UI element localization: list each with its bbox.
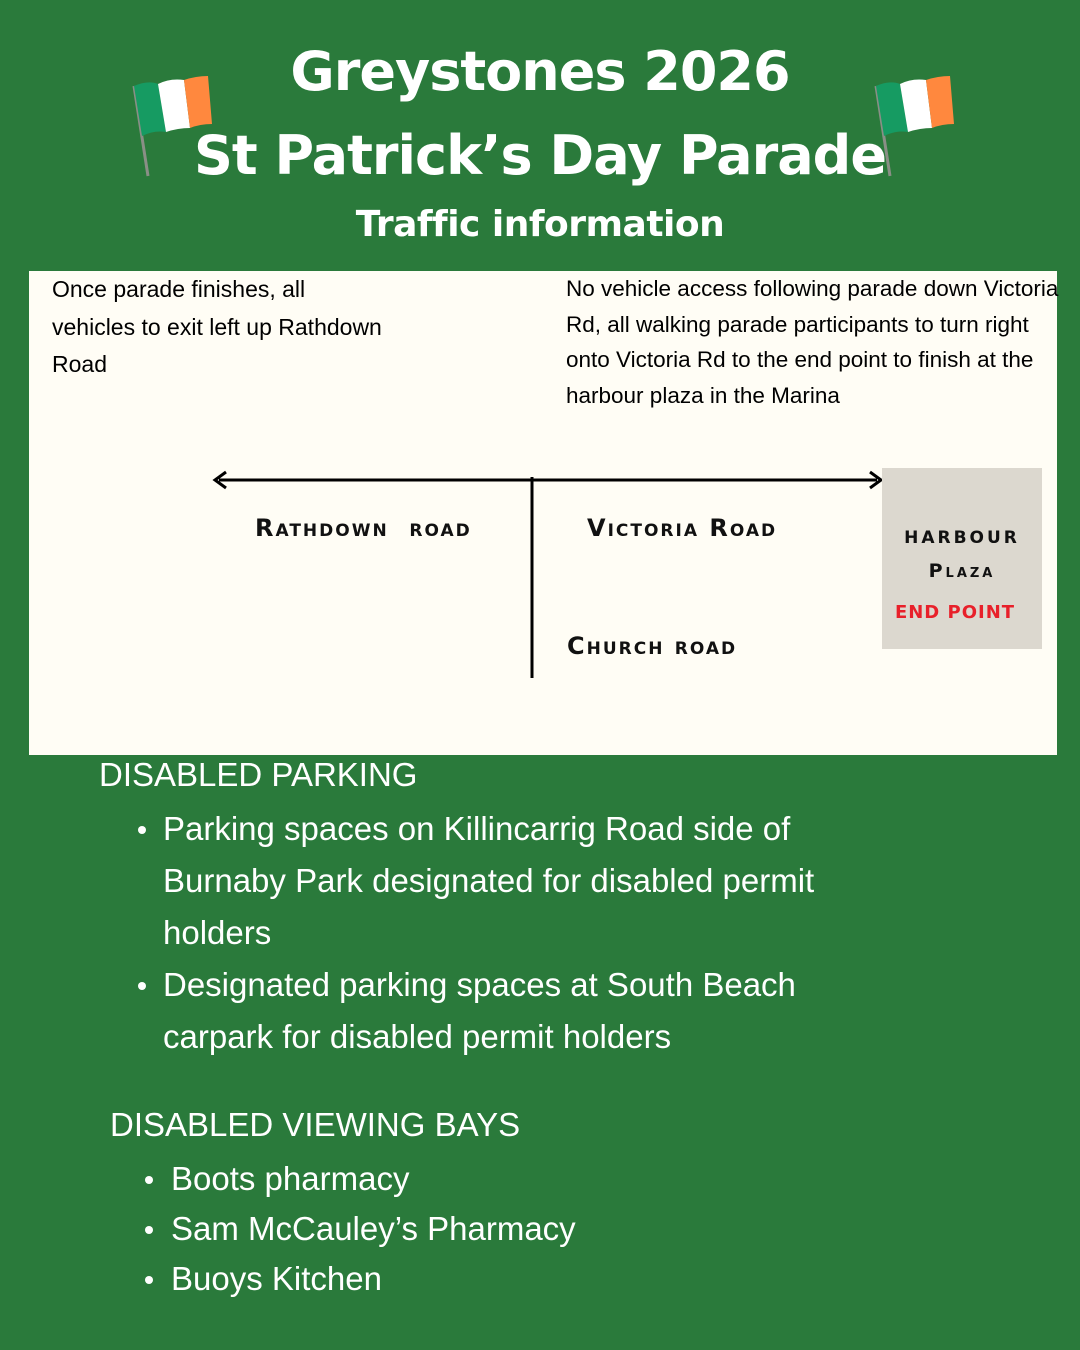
title-line-2: St Patrick’s Day Parade (194, 124, 886, 187)
rathdown-road-label: Rathdown road (255, 514, 472, 542)
victoria-road-label: Victoria Road (587, 514, 778, 542)
list-item: Boots pharmacy (171, 1154, 871, 1204)
church-road-label: Church road (567, 632, 738, 660)
disabled-parking-list (163, 803, 863, 1063)
disabled-parking-heading: DISABLED PARKING (99, 756, 418, 793)
harbour-plaza-box (882, 468, 1042, 649)
disabled-viewing-list (171, 1154, 871, 1304)
end-point-label: END POINT (894, 602, 1016, 623)
harbour-label: HARBOUR (904, 528, 1020, 548)
list-item: Designated parking spaces at South Beach carpark for disabled permit holders (163, 959, 863, 1063)
traffic-map-panel (29, 271, 1057, 755)
subtitle: Traffic information (355, 204, 725, 245)
disabled-viewing-heading: DISABLED VIEWING BAYS (110, 1106, 521, 1143)
exit-note: Once parade finishes, all vehicles to exit left up Rathdown Road (52, 276, 382, 377)
list-item: Sam McCauley’s Pharmacy (171, 1204, 871, 1254)
list-item: Parking spaces on Killincarrig Road side of Burnaby Park designated for disabled permit holders (163, 803, 863, 959)
walking-route-note: No vehicle access following parade down Victoria Rd, all walking parade participants to turn right onto Victoria Rd to the end point to finish at the harbour plaza in the Marina (566, 276, 1059, 408)
list-item: Buoys Kitchen (171, 1254, 871, 1304)
plaza-label: Plaza (928, 560, 996, 582)
title-line-1: Greystones 2026 (290, 40, 790, 103)
